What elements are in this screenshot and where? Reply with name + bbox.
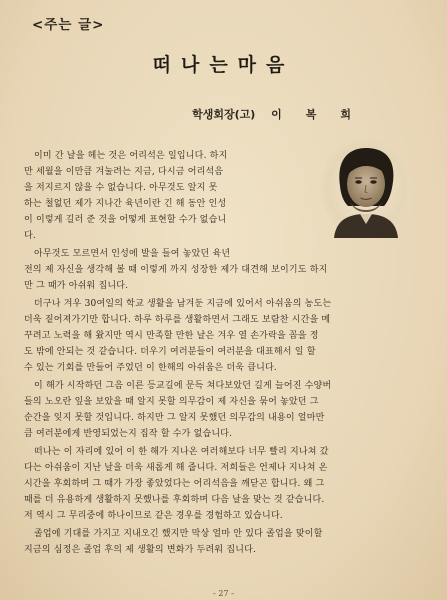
- text-line: 을 저지르지 않을 수 없습니다. 아무것도 알지 못: [24, 183, 218, 193]
- text-line: 다는 아쉬움이 지난 날을 더욱 새롭게 해 줍니다. 저희들은 언제나 지나쳐 온: [24, 463, 328, 473]
- text-line: 다.: [24, 231, 36, 241]
- text-line: 더구나 겨우 30여일의 학교 생활을 남겨둔 지금에 있어서 아쉬움의 농도는: [34, 299, 332, 309]
- text-line: 떠나는 이 자리에 있어 이 한 해가 지나온 여러해보다 너무 빨리 지나쳐 갔: [34, 447, 329, 457]
- text-line: 이미 간 날을 헤는 것은 어리석은 일입니다. 하지: [34, 151, 228, 161]
- paragraph-5: [24, 444, 424, 524]
- paragraph-6: [24, 526, 424, 558]
- text-line: 저 역시 그 무리중에 하나이므로 같은 경우를 경험하고 있습니다.: [24, 511, 283, 521]
- paragraph-2: [24, 246, 424, 294]
- text-line: 졸업에 기대를 가지고 지내오긴 했지만 막상 얼마 안 있다 졸업을 맞이할: [34, 529, 323, 539]
- text-line: 꾸려고 노력을 해 왔지만 역시 만족할 만한 날은 겨우 열 손가락을 꼽을 정: [24, 331, 319, 341]
- text-line: 아무것도 모르면서 인성에 발을 들여 놓았던 육년: [34, 249, 231, 259]
- text-line: 만 세월을 이만큼 겨눌려는 지금, 다시금 어리석음: [24, 167, 224, 177]
- text-line: 하는 철없던 제가 지나간 육년이란 긴 해 동안 인성: [24, 199, 227, 209]
- article-title: 떠나는마음: [152, 54, 295, 76]
- text-line: 들의 노오란 잎을 보았을 때 알지 못할 의무감이 제 자신을 묶어 놓았던 그: [24, 397, 319, 407]
- text-line: 큼 여러분에게 반영되었는지 집작 할 수가 없습니다.: [24, 429, 233, 439]
- text-line: 때를 더 유용하게 생활하지 못했나를 후회하며 다음 날을 맞는 것 같습니다.: [24, 495, 325, 505]
- byline: [192, 106, 375, 122]
- article-body: [24, 148, 424, 558]
- text-line: 이 해가 시작하던 그음 이른 등교길에 문득 쳐다보았던 길게 늘어진 수양버: [34, 381, 332, 391]
- text-line: 전의 제 자신을 생각해 볼 때 이렇게 까지 성장한 제가 대견해 보이기도 하지: [24, 265, 328, 275]
- text-line: 만 그 때가 아쉬워 집니다.: [24, 281, 129, 291]
- paragraph-4: [24, 378, 424, 442]
- text-line: 더욱 짙어져가기만 합니다. 하루 하루를 생활하면서 그래도 보람찬 시간을 메: [24, 315, 331, 325]
- byline-role: 학생회장(고): [192, 108, 256, 121]
- section-label: <주는 글>: [32, 17, 105, 33]
- page-number: - 27 -: [213, 589, 234, 598]
- text-line: 이 이렇게 길러 준 것을 어떻게 표현할 수가 없습니: [24, 215, 227, 225]
- text-line: 수 있는 기회를 만들어 주었던 이 한해의 아쉬움은 더욱 큽니다.: [24, 363, 277, 373]
- paragraph-1: [24, 148, 424, 244]
- text-line: 순간을 잊지 못할 것입니다. 하지만 그 알지 못했던 의무감의 내용이 얼마만: [24, 413, 325, 423]
- paragraph-3: [24, 296, 424, 376]
- text-line: 지금의 심정은 졸업 후의 제 생활의 변화가 두려워 집니다.: [24, 545, 257, 555]
- text-line: 시간을 후회하며 그 때가 가장 좋았었다는 어리석음을 깨닫곤 합니다. 왜 그: [24, 479, 325, 489]
- text-line: 도 밖에 안되는 것 같습니다. 더우기 여러분들이 여러분을 대표해서 일 할: [24, 347, 316, 357]
- byline-name: 이복희: [271, 108, 375, 121]
